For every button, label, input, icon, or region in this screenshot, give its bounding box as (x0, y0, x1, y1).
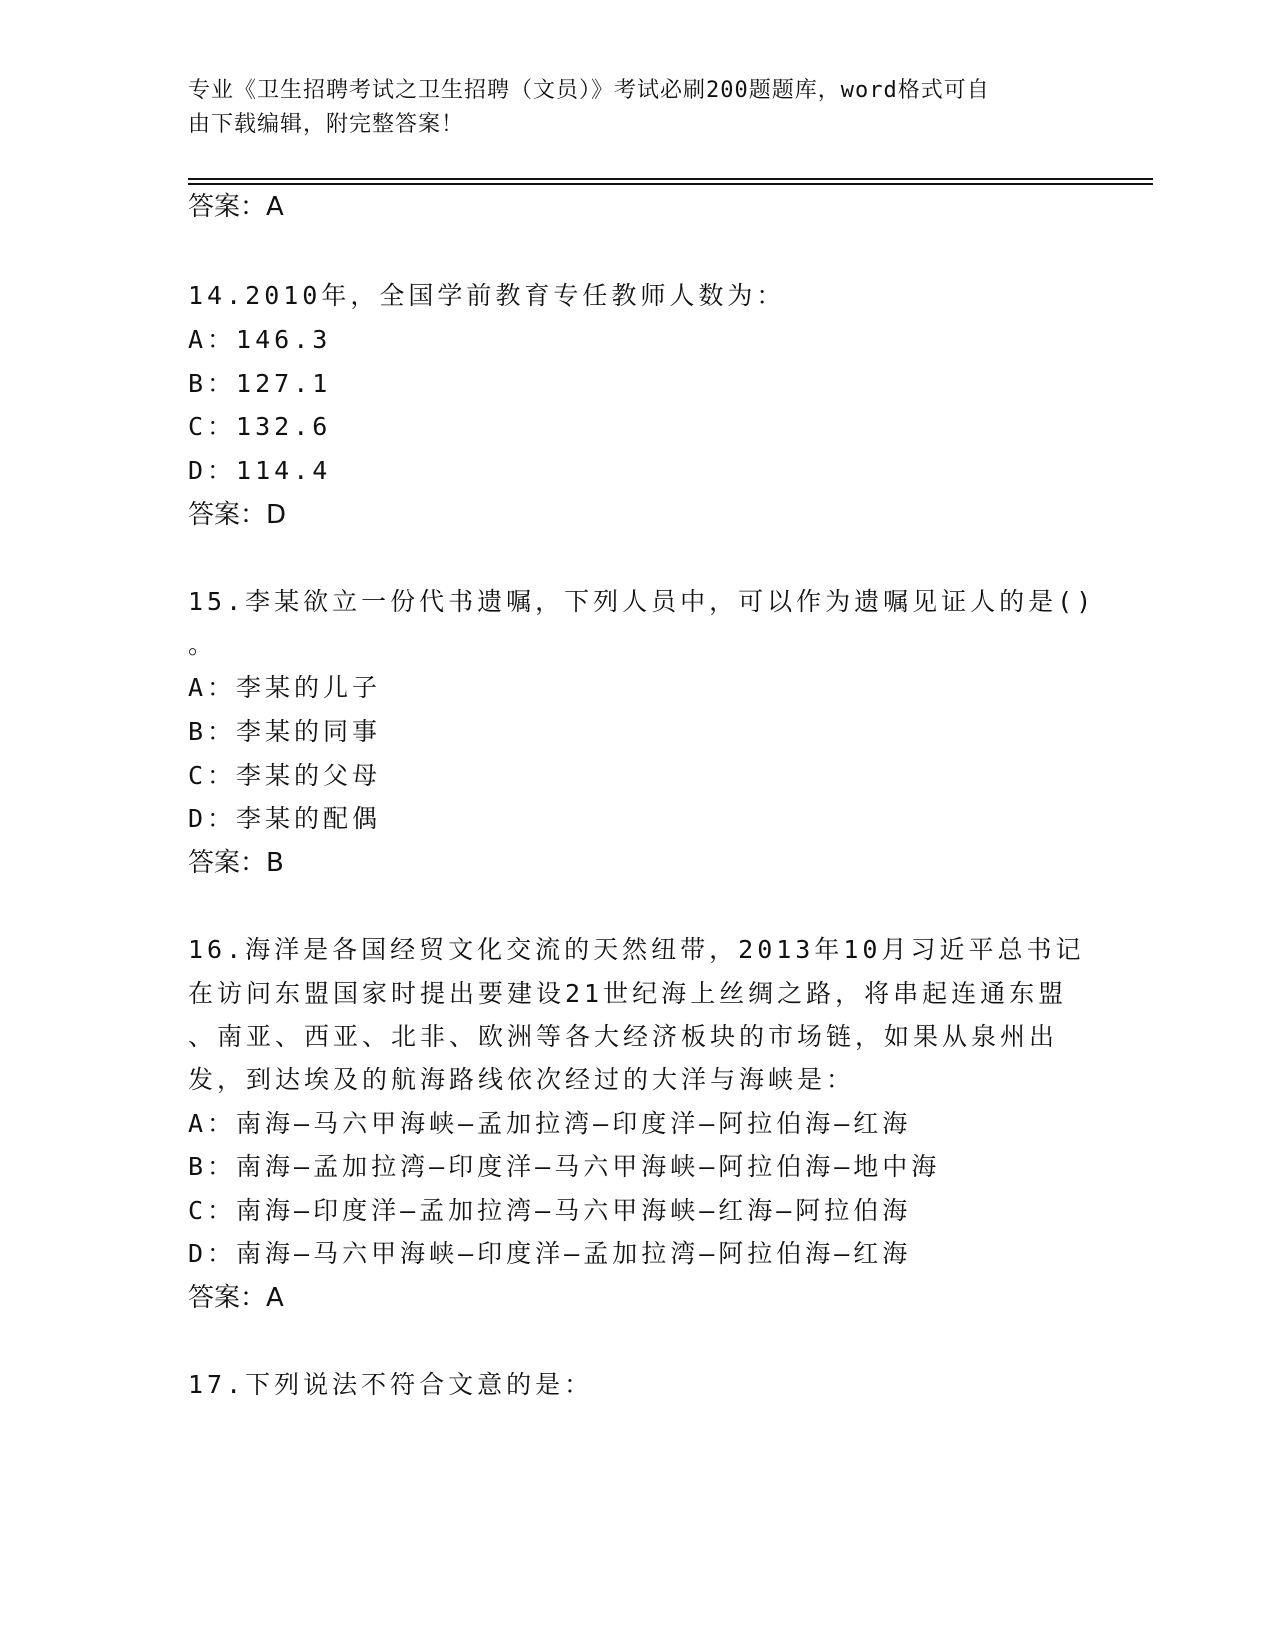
q15-option-d: D：李某的配偶 (188, 804, 382, 833)
q16-option-a: A：南海—马六甲海峡—孟加拉湾—印度洋—阿拉伯海—红海 (188, 1109, 912, 1138)
q14-option-d: D：114.4 (188, 456, 332, 485)
q16-question-line-1: 16.海洋是各国经贸文化交流的天然纽带，2013年10月习近平总书记 (188, 935, 1085, 964)
q14-answer: 答案：D (188, 500, 287, 530)
q16-question-line-4: 发，到达埃及的航海路线依次经过的大洋与海峡是： (188, 1065, 856, 1094)
header-line-2: 由下载编辑，附完整答案！ (188, 112, 465, 137)
header-divider-top (188, 178, 1153, 180)
q16-question-line-3: 、南亚、西亚、北非、欧洲等各大经济板块的市场链，如果从泉州出 (188, 1022, 1059, 1051)
q14-option-c: C：132.6 (188, 412, 332, 441)
q15-answer: 答案：B (188, 848, 284, 878)
q14-question: 14.2010年，全国学前教育专任教师人数为： (188, 281, 786, 310)
q16-answer: 答案：A (188, 1283, 284, 1313)
q15-question-line-1: 15.李某欲立一份代书遗嘱，下列人员中，可以作为遗嘱见证人的是() (188, 587, 1096, 616)
q16-question-line-2: 在访问东盟国家时提出要建设21世纪海上丝绸之路，将串起连通东盟 (188, 979, 1068, 1008)
q15-option-c: C：李某的父母 (188, 761, 382, 790)
q15-question-line-2: 。 (188, 630, 218, 659)
q15-option-a: A：李某的儿子 (188, 673, 382, 702)
q16-option-c: C：南海—印度洋—孟加拉湾—马六甲海峡—红海—阿拉伯海 (188, 1196, 912, 1225)
q17-question: 17.下列说法不符合文意的是： (188, 1370, 594, 1399)
q16-option-b: B：南海—孟加拉湾—印度洋—马六甲海峡—阿拉伯海—地中海 (188, 1152, 941, 1181)
document-header (188, 74, 1068, 142)
q13-answer: 答案：A (188, 192, 284, 222)
q16-option-d: D：南海—马六甲海峡—印度洋—孟加拉湾—阿拉伯海—红海 (188, 1239, 912, 1268)
header-line-1: 专业《卫生招聘考试之卫生招聘（文员）》考试必刷200题题库，word格式可自 (188, 78, 990, 103)
q15-option-b: B：李某的同事 (188, 717, 382, 746)
q14-option-b: B：127.1 (188, 369, 332, 398)
header-divider-bottom (188, 183, 1153, 185)
q14-option-a: A：146.3 (188, 325, 332, 354)
